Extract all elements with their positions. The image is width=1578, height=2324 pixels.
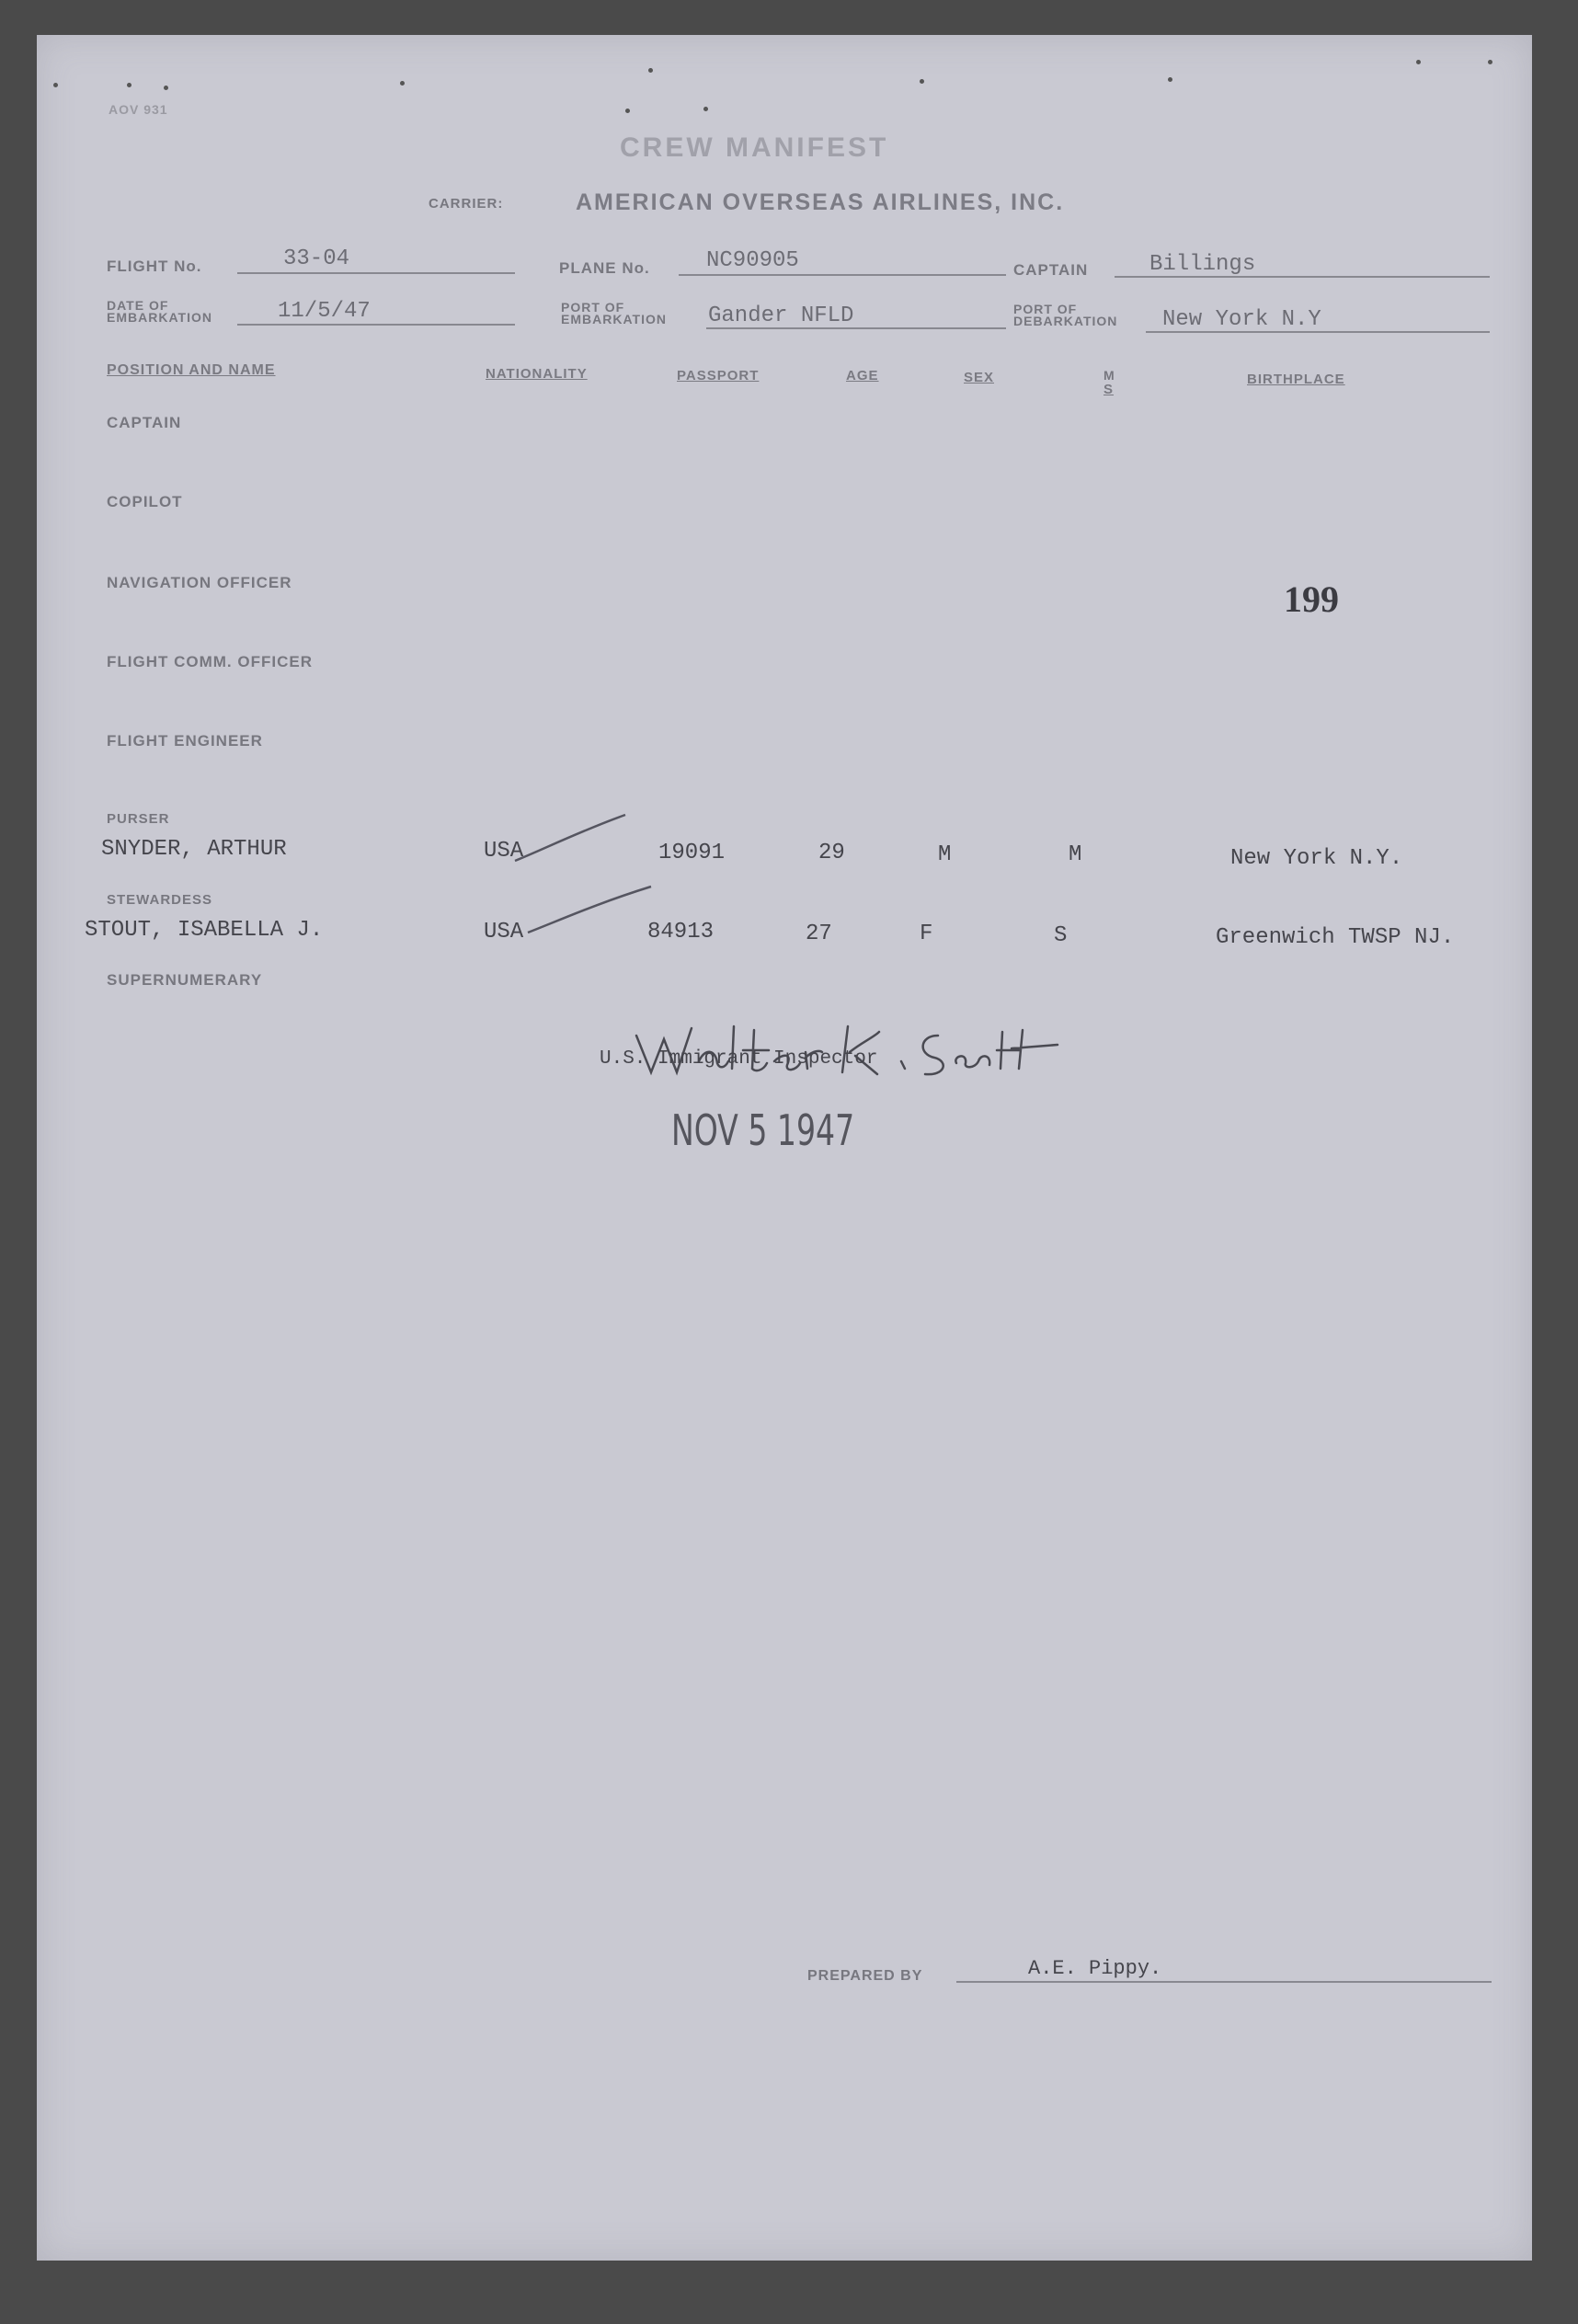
crew-passport: 84913 [647, 920, 715, 944]
port-emb-label-line1: PORT OF [561, 300, 625, 315]
scan-speck [164, 86, 168, 90]
port-deb-label-line1: PORT OF [1013, 302, 1078, 316]
prepared-by-value: A.E. Pippy. [1028, 1957, 1162, 1980]
scan-speck [920, 79, 924, 84]
crew-sex: F [920, 922, 933, 946]
scan-speck [400, 81, 405, 86]
crew-birthplace: New York N.Y. [1230, 846, 1403, 871]
port-deb-line [1146, 331, 1490, 333]
prepared-by-line [956, 1981, 1492, 1983]
date-stamp: NOV 5 1947 [671, 1105, 855, 1155]
port-of-debarkation-value: New York N.Y [1162, 307, 1321, 332]
crew-marital: M [1069, 842, 1082, 867]
crew-passport: 19091 [658, 841, 726, 865]
scan-speck [1168, 77, 1172, 82]
check-mark [515, 815, 625, 861]
crew-name: STOUT, ISABELLA J. [85, 918, 324, 943]
port-of-embarkation-value: Gander NFLD [708, 303, 854, 328]
date-label-line1: DATE OF [107, 298, 169, 313]
check-marks [506, 804, 671, 942]
position-copilot: COPILOT [107, 493, 183, 510]
carrier-name: AMERICAN OVERSEAS AIRLINES, INC. [576, 189, 1065, 215]
document-title: CREW MANIFEST [620, 132, 889, 163]
position-captain: CAPTAIN [107, 414, 182, 431]
position-flight-comm-officer: FLIGHT COMM. OFFICER [107, 653, 313, 670]
scan-speck [648, 68, 653, 73]
captain-label: CAPTAIN [1013, 261, 1089, 279]
flight-no-label: FLIGHT No. [107, 258, 202, 275]
scan-speck [703, 107, 708, 111]
position-supernumerary: SUPERNUMERARY [107, 971, 263, 989]
col-position-and-name: POSITION AND NAME [107, 362, 276, 378]
position-stewardess: STEWARDESS [107, 892, 213, 908]
flight-no-value: 33-04 [283, 246, 350, 271]
captain-line [1115, 276, 1490, 278]
col-sex: SEX [964, 370, 995, 385]
col-passport: PASSPORT [677, 368, 760, 384]
prepared-by-label: PREPARED BY [807, 1968, 923, 1984]
crew-age: 29 [818, 841, 845, 865]
col-marital-line2: S [1103, 382, 1115, 397]
plane-no-label: PLANE No. [559, 259, 650, 277]
check-mark [528, 887, 651, 933]
col-birthplace: BIRTHPLACE [1247, 372, 1345, 387]
form-code: AOV 931 [109, 102, 168, 117]
crew-nationality: USA [484, 839, 524, 864]
position-navigation-officer: NAVIGATION OFFICER [107, 574, 292, 591]
plane-no-line [679, 274, 1006, 276]
port-emb-line [706, 327, 1006, 329]
scan-speck [1488, 60, 1492, 64]
crew-marital: S [1054, 923, 1068, 948]
crew-sex: M [938, 842, 952, 867]
date-of-embarkation-value: 11/5/47 [278, 299, 371, 324]
scan-speck [127, 83, 132, 87]
date-line [237, 324, 515, 326]
manifest-sheet [37, 35, 1532, 2261]
scan-speck [1416, 60, 1421, 64]
crew-age: 27 [806, 922, 832, 946]
col-nationality: NATIONALITY [486, 366, 588, 382]
page-number: 199 [1284, 578, 1339, 620]
crew-name: SNYDER, ARTHUR [101, 837, 287, 862]
col-age: AGE [846, 368, 879, 384]
plane-no-value: NC90905 [706, 248, 799, 273]
scan-speck [625, 109, 630, 113]
crew-nationality: USA [484, 920, 524, 944]
date-label-line2: EMBARKATION [107, 310, 212, 325]
col-marital-line1: M [1103, 368, 1115, 383]
scan-speck [53, 83, 58, 87]
port-deb-label-line2: DEBARKATION [1013, 314, 1118, 328]
position-purser: PURSER [107, 811, 170, 827]
flight-no-line [237, 272, 515, 274]
inspector-title: U.S. Immigrant Inspector [600, 1048, 878, 1070]
carrier-label: CARRIER: [429, 196, 504, 212]
captain-value: Billings [1149, 252, 1256, 277]
port-emb-label-line2: EMBARKATION [561, 312, 667, 326]
position-flight-engineer: FLIGHT ENGINEER [107, 732, 263, 750]
crew-birthplace: Greenwich TWSP NJ. [1216, 925, 1455, 950]
